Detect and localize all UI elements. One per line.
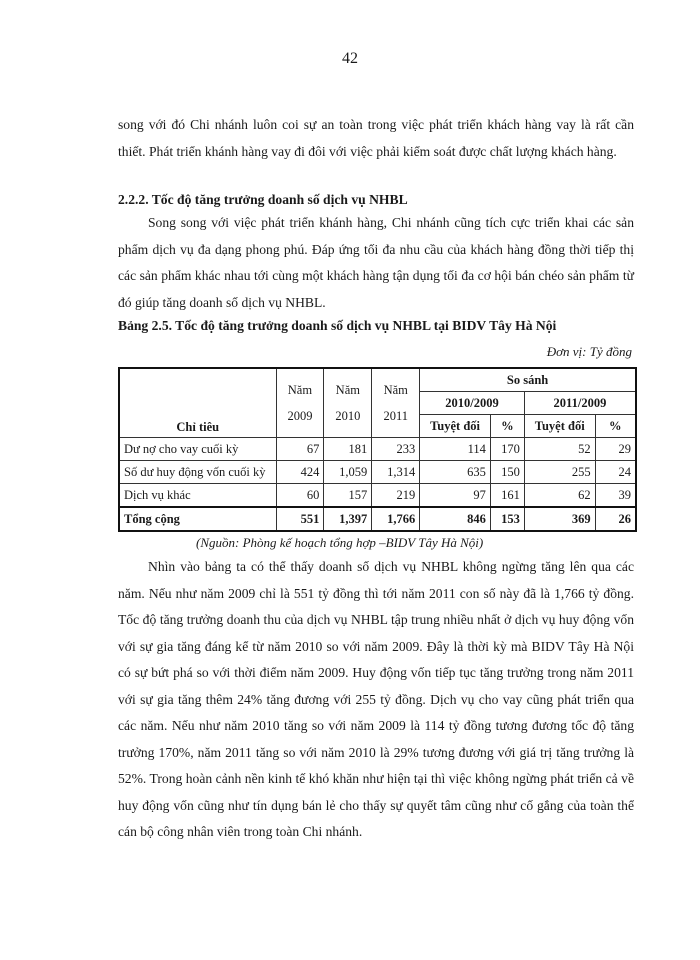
cell-absolute-2: 52 — [524, 438, 595, 461]
header-year-2011-label: Năm — [383, 383, 408, 397]
section-paragraph: Song song với việc phát triển khánh hàng, Chi nhánh cũng tích cực triển khai các sản phẩm dịch vụ đa dạng phong phú. Đáp ứng tối đa nhu cầu của khách hàng đồng thời tiếp thị các sản phẩm khác nhau tới cùng một khách hàng tận dụng tối đa cơ hội bán chéo sản phẩm từ đó giúp tăng doanh số dịch vụ NHBL. — [118, 215, 634, 310]
cell-2010: 181 — [324, 438, 372, 461]
table-caption: Bảng 2.5. Tốc độ tăng trưởng doanh số dịch vụ NHBL tại BIDV Tây Hà Nội — [118, 318, 557, 333]
row-label: Dư nợ cho vay cuối kỳ — [119, 438, 276, 461]
header-absolute-2: Tuyệt đối — [524, 415, 595, 438]
cell-absolute-2: 255 — [524, 461, 595, 484]
row-label: Số dư huy động vốn cuối kỳ — [119, 461, 276, 484]
cell-2010: 1,397 — [324, 507, 372, 531]
header-year-2009-value: 2009 — [287, 409, 313, 423]
cell-percent-2: 39 — [595, 484, 636, 508]
cell-2011: 233 — [372, 438, 420, 461]
cell-2009: 60 — [276, 484, 324, 508]
cell-absolute-2: 369 — [524, 507, 595, 531]
header-absolute-1: Tuyệt đối — [420, 415, 491, 438]
cell-absolute-1: 846 — [420, 507, 491, 531]
cell-2011: 1,766 — [372, 507, 420, 531]
cell-percent-1: 161 — [490, 484, 524, 508]
header-percent-1: % — [490, 415, 524, 438]
table-unit: Đơn vị: Tỷ đồng — [546, 344, 632, 359]
cell-percent-2: 29 — [595, 438, 636, 461]
intro-paragraph: song với đó Chi nhánh luôn coi sự an toàn trong việc phát triển khách hàng vay là rất cần thiết. Phát triển khánh hàng vay đi đôi với việc phải kiểm soát được chất lượng khách hàng. — [118, 117, 634, 159]
header-year-2010 — [324, 368, 372, 438]
header-percent-2: % — [595, 415, 636, 438]
table-row-total — [119, 507, 636, 531]
cell-absolute-1: 635 — [420, 461, 491, 484]
cell-2009: 67 — [276, 438, 324, 461]
cell-2009: 551 — [276, 507, 324, 531]
analysis-paragraph: Nhìn vào bảng ta có thể thấy doanh số dịch vụ NHBL không ngừng tăng lên qua các năm. Nếu như năm 2009 chỉ là 551 tỷ đồng thì tới năm 2011 con số này đã là 1,766 tỷ đồng. Tốc độ tăng trưởng doanh thu của dịch vụ NHBL tập trung nhiều nhất ở dịch vụ huy động vốn với sự gia tăng đáng kể từ năm 2010 so với năm 2009. Đây là thời kỳ mà BIDV Tây Hà Nội có sự bứt phá so với thời điểm năm 2009. Huy động vốn tiếp tục tăng trưởng trong năm 2011 với sự gia tăng thêm 24% tăng đương với 255 tỷ đồng. Dịch vụ cho vay cũng phát triển qua các năm. Nếu như năm 2010 tăng so với năm 2009 là 114 tỷ đồng tương đương tốc độ tăng trưởng 170%, năm 2011 tăng so với năm 2010 là 29% tương đương với giá trị tăng trưởng là 52%. Trong hoàn cảnh nền kinh tế khó khăn như hiện tại thì việc không ngừng phát triển cả về huy động vốn cũng như tín dụng bán lẻ cho thấy sự quyết tâm cũng như cố gắng của toàn thể cán bộ công nhân viên trong toàn Chi nhánh. — [118, 559, 634, 839]
header-comparison: So sánh — [420, 368, 636, 392]
header-year-2010-value: 2010 — [335, 409, 361, 423]
header-year-2009-label: Năm — [287, 383, 313, 397]
header-year-2011-value: 2011 — [383, 409, 408, 423]
cell-absolute-2: 62 — [524, 484, 595, 508]
cell-absolute-1: 97 — [420, 484, 491, 508]
cell-2011: 219 — [372, 484, 420, 508]
table-row — [119, 438, 636, 461]
table-source: (Nguồn: Phòng kế hoạch tổng hợp –BIDV Tây Hà Nội) — [196, 535, 484, 550]
table-row — [119, 484, 636, 508]
data-table — [118, 367, 637, 532]
row-label: Dịch vụ khác — [119, 484, 276, 508]
cell-percent-2: 26 — [595, 507, 636, 531]
cell-2010: 1,059 — [324, 461, 372, 484]
header-period-2010-2009: 2010/2009 — [420, 392, 525, 415]
row-label: Tổng cộng — [119, 507, 276, 531]
cell-percent-1: 153 — [490, 507, 524, 531]
page-number: 42 — [342, 50, 358, 67]
cell-2010: 157 — [324, 484, 372, 508]
cell-percent-1: 170 — [490, 438, 524, 461]
header-period-2011-2009: 2011/2009 — [524, 392, 636, 415]
section-heading: 2.2.2. Tốc độ tăng trưởng doanh số dịch vụ NHBL — [118, 192, 408, 207]
cell-percent-1: 150 — [490, 461, 524, 484]
cell-2009: 424 — [276, 461, 324, 484]
header-year-2011 — [372, 368, 420, 438]
cell-absolute-1: 114 — [420, 438, 491, 461]
cell-2011: 1,314 — [372, 461, 420, 484]
cell-percent-2: 24 — [595, 461, 636, 484]
header-year-2010-label: Năm — [335, 383, 360, 397]
table-row — [119, 461, 636, 484]
header-year-2009 — [276, 368, 324, 438]
header-indicator: Chỉ tiêu — [119, 368, 276, 438]
